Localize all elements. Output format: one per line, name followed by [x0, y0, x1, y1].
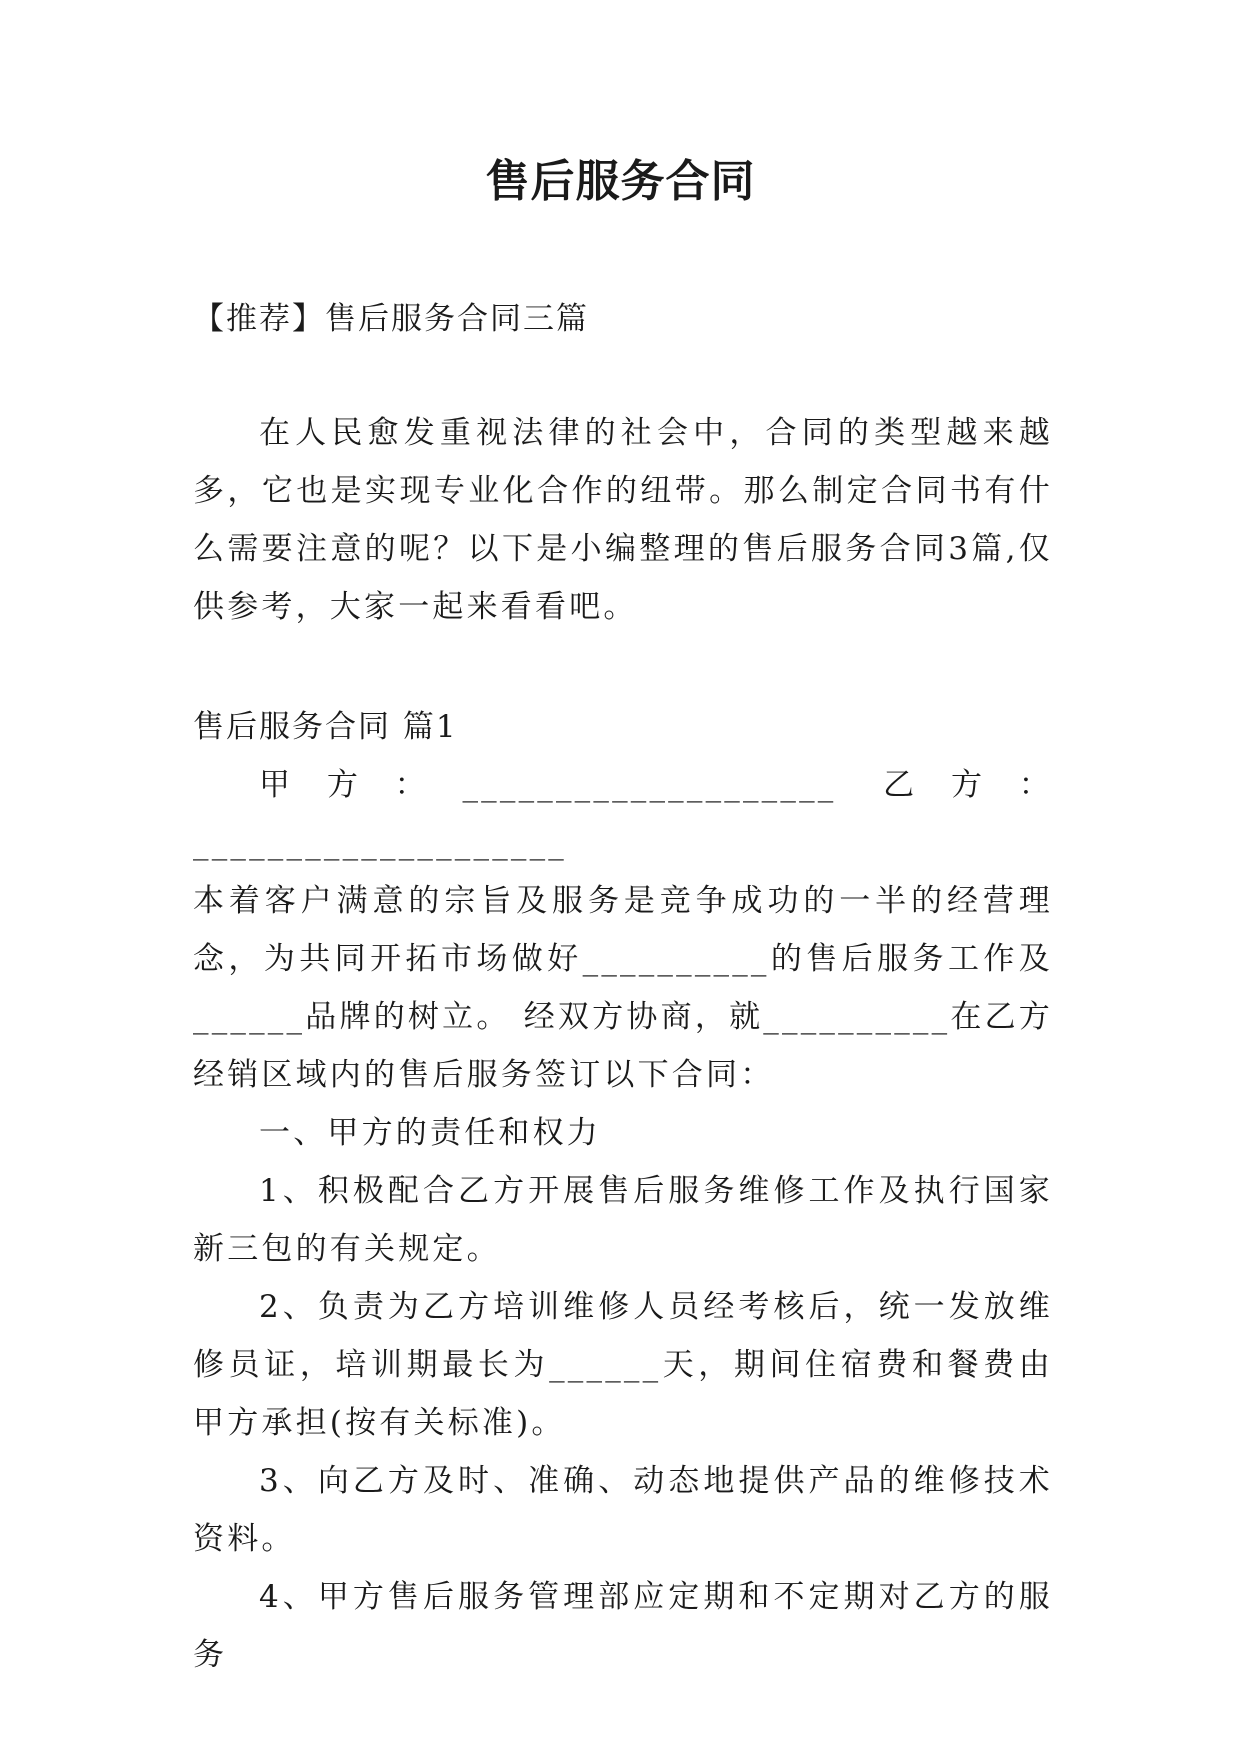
parties-line: 甲方：____________________ 乙方：____________________	[193, 767, 1053, 861]
document-title: 售后服务合同	[485, 156, 756, 207]
contract-paragraph: 本着客户满意的宗旨及服务是竞争成功的一半的经营理念，为共同开拓市场做好__________的售后服务工作及______品牌的树立。 经双方协商，就__________在乙方经销区域内的售后服务签订以下合同：	[193, 883, 1053, 1093]
clause-heading: 一、甲方的责任和权力	[259, 1115, 601, 1151]
section-heading: 售后服务合同 篇1	[193, 709, 458, 745]
document-subtitle: 【推荐】售后服务合同三篇	[193, 301, 589, 337]
clause-item-4: 4、甲方售后服务管理部应定期和不定期对乙方的服务	[193, 1579, 1053, 1673]
clause-item-3: 3、向乙方及时、准确、动态地提供产品的维修技术资料。	[193, 1463, 1053, 1557]
clause-item-2: 2、负责为乙方培训维修人员经考核后，统一发放维修员证，培训期最长为______天，期间住宿费和餐费由甲方承担(按有关标准)。	[193, 1289, 1053, 1441]
clause-item-1: 1、积极配合乙方开展售后服务维修工作及执行国家新三包的有关规定。	[193, 1173, 1053, 1267]
contract-body	[193, 756, 1053, 1684]
intro-paragraph: 在人民愈发重视法律的社会中，合同的类型越来越多，它也是实现专业化合作的纽带。那么制定合同书有什么需要注意的呢？以下是小编整理的售后服务合同3篇,仅供参考，大家一起来看看吧。	[193, 415, 1053, 625]
